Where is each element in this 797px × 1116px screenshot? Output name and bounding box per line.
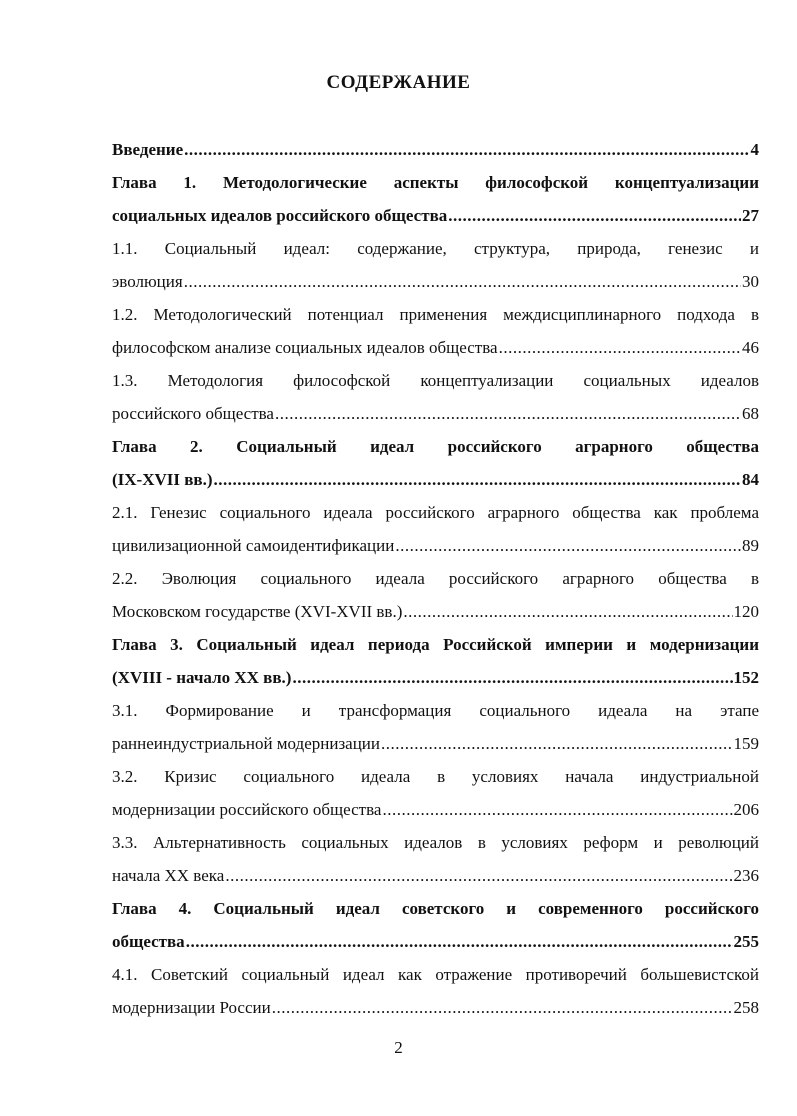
toc-entry-title: цивилизационной самоидентификации (112, 536, 395, 555)
toc-entry-line: 2.2. Эволюция социального идеала российского аграрного общества в (112, 569, 759, 588)
toc-entry-title: модернизации российского общества (112, 800, 382, 819)
dot-leader (184, 137, 749, 163)
toc-entry-last-line (112, 599, 759, 632)
dot-leader (275, 401, 741, 427)
toc-entry-title: философском анализе социальных идеалов общества (112, 338, 498, 357)
toc-entry[interactable] (112, 368, 759, 434)
toc-entry-title: (IX-XVII вв.) (112, 470, 213, 489)
toc-entry[interactable] (112, 764, 759, 830)
toc-entry-title: социальных идеалов российского общества (112, 206, 448, 225)
toc-entry[interactable] (112, 566, 759, 632)
toc-entry-line: 4.1. Советский социальный идеал как отражение противоречий большевистской (112, 965, 759, 984)
dot-leader (292, 665, 732, 691)
toc-entry-page: 46 (742, 338, 759, 357)
toc-entry-last-line (112, 269, 759, 302)
dot-leader (395, 533, 741, 559)
toc-entry-last-line (112, 797, 759, 830)
toc-entry-title: российского общества (112, 404, 274, 423)
toc-entry-page: 89 (742, 536, 759, 555)
page-number: 2 (394, 1038, 403, 1057)
toc-entry-last-line (112, 467, 759, 500)
toc-entry-page: 236 (733, 866, 759, 885)
toc-entry[interactable] (112, 170, 759, 236)
toc-entry[interactable] (112, 302, 759, 368)
toc-entry-title: раннеиндустриальной модернизации (112, 734, 380, 753)
dot-leader (214, 467, 741, 493)
toc-entry-line: 1.3. Методология философской концептуализации социальных идеалов (112, 371, 759, 390)
toc-entry-last-line (112, 863, 759, 896)
toc-entry-page: 84 (742, 470, 759, 489)
toc-entry-title: модернизации России (112, 998, 271, 1017)
toc-entry-line: 3.2. Кризис социального идеала в условиях начала индустриальной (112, 767, 759, 786)
toc-entry-page: 27 (742, 206, 759, 225)
toc-entry-page: 30 (742, 272, 759, 291)
dot-leader (186, 929, 733, 955)
dot-leader (448, 203, 741, 229)
dot-leader (499, 335, 741, 361)
toc-entry-line: 3.1. Формирование и трансформация социального идеала на этапе (112, 701, 759, 720)
toc-entry-title: (XVIII - начало XX вв.) (112, 668, 292, 687)
toc-entry[interactable] (112, 236, 759, 302)
toc-entry[interactable] (112, 896, 759, 962)
toc-entry-line: Глава 3. Социальный идеал периода Российской империи и модернизации (112, 635, 759, 654)
table-of-contents (112, 137, 759, 1028)
dot-leader (381, 731, 733, 757)
toc-entry[interactable] (112, 632, 759, 698)
toc-entry-page: 255 (733, 932, 759, 951)
toc-entry-line: Глава 4. Социальный идеал советского и современного российского (112, 899, 759, 918)
toc-entry-last-line (112, 665, 759, 698)
toc-entry[interactable] (112, 137, 759, 170)
toc-entry-page: 206 (733, 800, 759, 819)
toc-entry-last-line (112, 203, 759, 236)
toc-entry-line: 1.2. Методологический потенциал применения междисциплинарного подхода в (112, 305, 759, 324)
toc-entry-last-line (112, 335, 759, 368)
toc-entry-line: 1.1. Социальный идеал: содержание, структура, природа, генезис и (112, 239, 759, 258)
toc-entry[interactable] (112, 830, 759, 896)
toc-entry-title: общества (112, 932, 185, 951)
toc-entry-title: начала XX века (112, 866, 225, 885)
toc-entry-page: 68 (742, 404, 759, 423)
toc-entry-last-line (112, 401, 759, 434)
dot-leader (382, 797, 732, 823)
toc-entry-last-line (112, 137, 759, 170)
toc-entry-page: 152 (733, 668, 759, 687)
toc-entry-page: 159 (733, 734, 759, 753)
dot-leader (403, 599, 732, 625)
toc-entry[interactable] (112, 500, 759, 566)
toc-entry-last-line (112, 731, 759, 764)
toc-entry[interactable] (112, 434, 759, 500)
toc-entry-last-line (112, 533, 759, 566)
toc-entry-title: Московском государстве (XVI-XVII вв.) (112, 602, 403, 621)
toc-entry-line: Глава 1. Методологические аспекты философской концептуализации (112, 173, 759, 192)
toc-entry-line: 2.1. Генезис социального идеала российского аграрного общества как проблема (112, 503, 759, 522)
toc-entry-last-line (112, 929, 759, 962)
dot-leader (272, 995, 733, 1021)
toc-entry-title: эволюция (112, 272, 183, 291)
toc-entry-last-line (112, 995, 759, 1028)
toc-entry-title: Введение (112, 140, 184, 159)
dot-leader (225, 863, 732, 889)
toc-entry-line: Глава 2. Социальный идеал российского аграрного общества (112, 437, 759, 456)
dot-leader (184, 269, 741, 295)
toc-entry-line: 3.3. Альтернативность социальных идеалов в условиях реформ и революций (112, 833, 759, 852)
toc-entry[interactable] (112, 962, 759, 1028)
toc-entry-page: 4 (750, 140, 759, 159)
toc-entry-page: 120 (733, 602, 759, 621)
page-title: СОДЕРЖАНИЕ (326, 72, 471, 93)
toc-entry[interactable] (112, 698, 759, 764)
toc-entry-page: 258 (733, 998, 759, 1017)
